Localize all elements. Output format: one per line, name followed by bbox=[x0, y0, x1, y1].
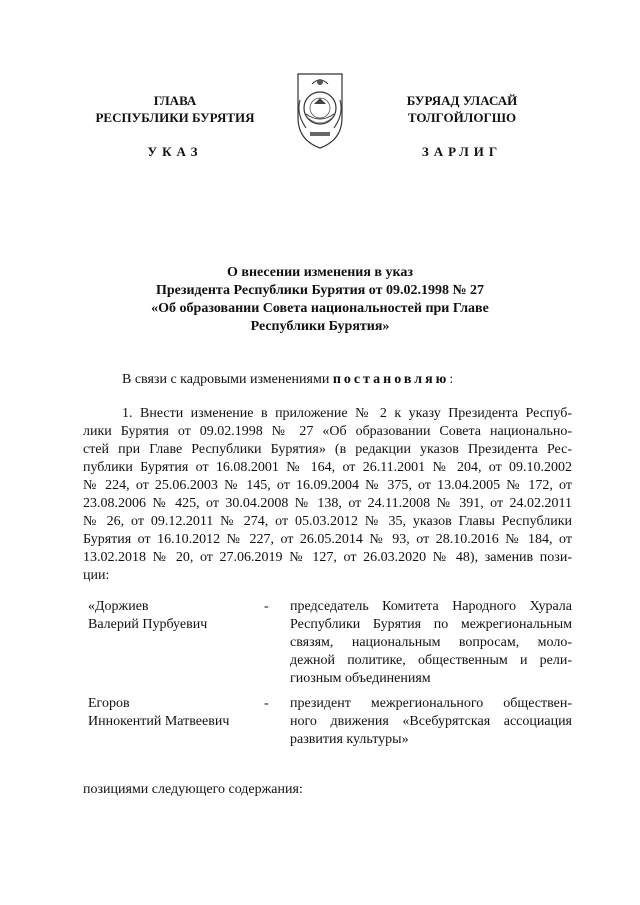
intro-text: В связи с кадровыми изменениями bbox=[122, 372, 333, 387]
position-role-line: ного движения «Всебурятская ассоциация bbox=[290, 714, 572, 729]
intro-emphasis: постановляю bbox=[332, 372, 450, 387]
header-right-doc-type: ЗАРЛИГ bbox=[421, 144, 503, 159]
position-dash: - bbox=[264, 599, 269, 614]
paragraph-line: лики Бурятия от 09.02.1998 № 27 «Об образовании Совета национально- bbox=[83, 424, 572, 439]
position-role bbox=[290, 598, 572, 688]
header-left-doc-type: УКАЗ bbox=[147, 144, 203, 159]
position-role-line: президент межрегионального обществен- bbox=[290, 696, 572, 711]
position-role-line: дежной политике, общественным и рели- bbox=[290, 653, 572, 668]
title-line: «Об образовании Совета национальностей при Главе bbox=[151, 301, 489, 316]
paragraph-line: № 26, от 09.12.2011 № 274, от 05.03.2012 № 35, указов Главы Республики bbox=[83, 514, 572, 529]
paragraph-line: 1. Внести изменение в приложение № 2 к указу Президента Респуб- bbox=[122, 406, 572, 421]
position-name-line: Егоров bbox=[88, 696, 130, 711]
closing-line: позициями следующего содержания: bbox=[83, 782, 303, 797]
coat-of-arms-icon bbox=[292, 70, 348, 152]
position-role bbox=[290, 695, 572, 749]
position-role-line: гиозным объединениям bbox=[290, 671, 431, 686]
paragraph-line: 13.02.2018 № 20, от 27.06.2019 № 127, от 26.03.2020 № 48), заменив пози- bbox=[83, 550, 572, 565]
position-name bbox=[88, 598, 207, 634]
intro-paragraph bbox=[122, 371, 453, 389]
paragraph-line: 23.08.2006 № 425, от 30.04.2008 № 138, от 24.11.2008 № 391, от 24.02.2011 bbox=[83, 496, 572, 511]
title-line: О внесении изменения в указ bbox=[227, 265, 413, 280]
paragraph-line: стей при Главе Республики Бурятия» (в редакции указов Президента Рес- bbox=[83, 442, 572, 457]
position-role-line: развития культуры» bbox=[290, 732, 409, 747]
position-role-line: связям, национальным вопросам, моло- bbox=[290, 635, 572, 650]
header-left-line2: РЕСПУБЛИКИ БУРЯТИЯ bbox=[95, 110, 255, 125]
paragraph-line: ции: bbox=[83, 568, 110, 583]
position-name-line: Валерий Пурбуевич bbox=[88, 617, 208, 632]
paragraph-line: № 224, от 25.06.2003 № 145, от 16.09.2004 № 375, от 13.04.2005 № 172, от bbox=[83, 478, 572, 493]
header-left-line1: ГЛАВА bbox=[153, 93, 197, 108]
intro-suffix: : bbox=[449, 372, 454, 387]
document-title bbox=[100, 264, 540, 336]
position-dash: - bbox=[264, 696, 269, 711]
title-line: Президента Республики Бурятия от 09.02.1998 № 27 bbox=[155, 283, 485, 298]
position-name bbox=[88, 695, 229, 731]
paragraph-line: публики Бурятия от 16.08.2001 № 164, от 26.11.2001 № 204, от 09.10.2002 bbox=[83, 460, 572, 475]
paragraph-line: Бурятия от 16.10.2012 № 227, от 26.05.2014 № 93, от 28.10.2016 № 184, от bbox=[83, 532, 572, 547]
position-role-line: Республики Бурятия по межрегиональным bbox=[290, 617, 572, 632]
title-line: Республики Бурятия» bbox=[250, 319, 390, 334]
position-name-line: Иннокентий Матвеевич bbox=[88, 714, 230, 729]
header-right-line1: БУРЯАД УЛАСАЙ bbox=[406, 93, 518, 108]
position-role-line: председатель Комитета Народного Хурала bbox=[290, 599, 572, 614]
position-name-line: «Доржиев bbox=[88, 599, 149, 614]
header-right-line2: ТОЛГОЙЛОГШО bbox=[407, 110, 517, 125]
